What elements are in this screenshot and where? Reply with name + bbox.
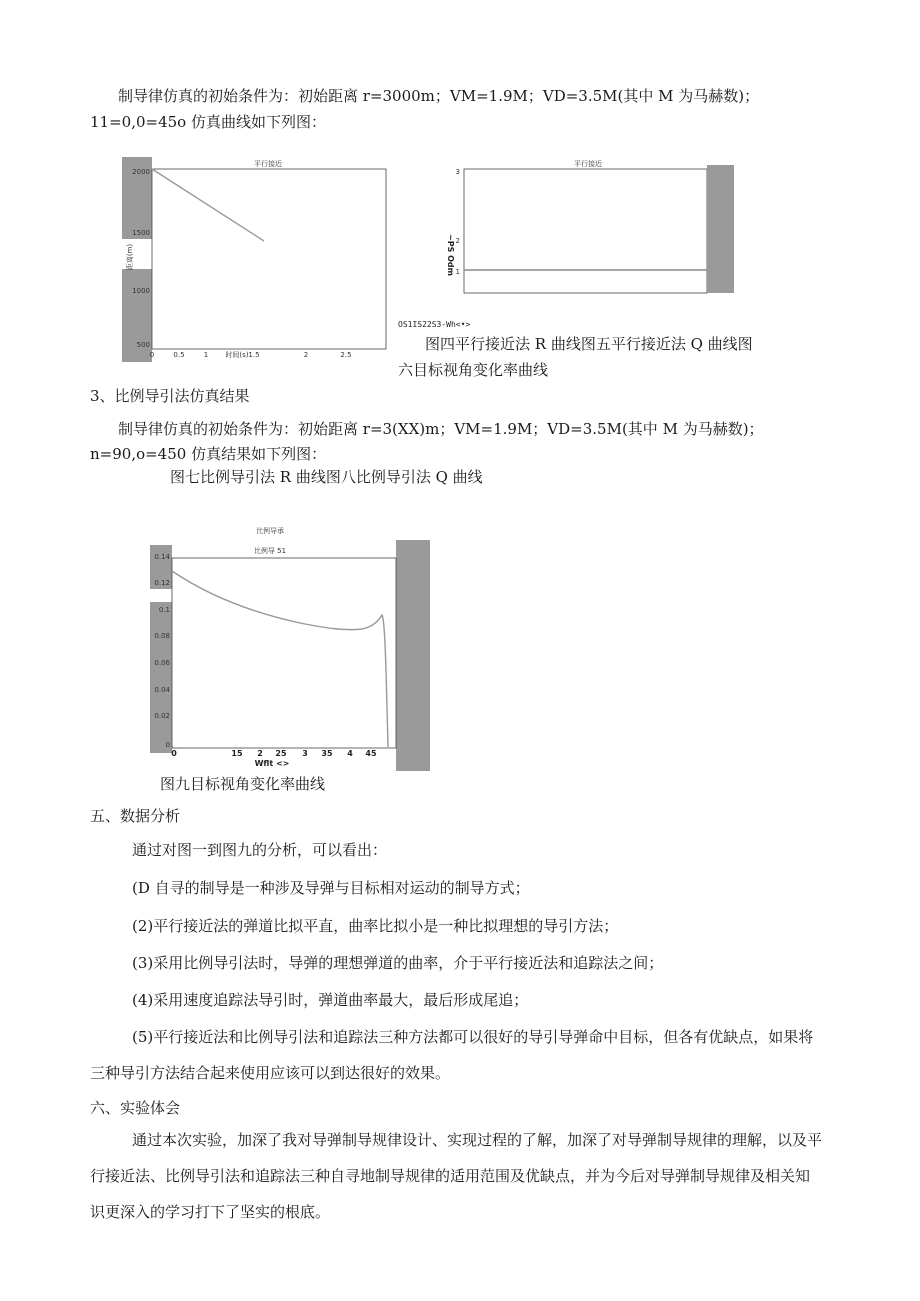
analysis-item-3: (3)采用比例导引法时，导弹的理想弹道的曲率，介于平行接近法和追踪法之间； <box>132 954 664 972</box>
figure-4-xtick: 2.5 <box>340 351 352 359</box>
figure-4-xtick: 1 <box>203 351 209 359</box>
figure-9-title-1: 比例导承 <box>256 527 284 535</box>
figure-9-xtick: 45 <box>365 749 377 758</box>
section-3-conditions-1: 制导律仿真的初始条件为：初始距离 r=3(XX)m；VM=1.9M；VD=3.5M(其中 M 为马赫数)； <box>118 420 764 438</box>
figure-9-ytick: 0 <box>165 741 170 749</box>
figure-9-xtick: 35 <box>321 749 333 758</box>
figure-4-ytick: 1500 <box>132 229 150 237</box>
figure-9-xtick: 25 <box>275 749 287 758</box>
figure-4-xtick: 1.5 <box>248 351 260 359</box>
figure-9-gray-strip-left <box>150 545 172 753</box>
figure-9-xlabel: Wflt <> <box>254 759 290 768</box>
figure-9-plot-area <box>172 558 396 748</box>
figure-9-xtick: 3 <box>302 749 308 758</box>
figure-5-title: 平行接近 <box>574 160 602 168</box>
figure-5-ytick: 1 <box>455 268 460 276</box>
figure-4-ytick: 500 <box>136 341 150 349</box>
figure-9-xtick: 2 <box>257 749 263 758</box>
figure-9-ytick: 0.04 <box>154 686 170 694</box>
figure-4-plot-area <box>152 169 386 349</box>
figure-9-los-rate <box>150 525 430 773</box>
figure-4-xtick: 2 <box>303 351 309 359</box>
figure-5-q-curve <box>440 157 740 297</box>
figure-captions-line1: 图四平行接近法 R 曲线图五平行接近法 Q 曲线图 <box>425 335 753 353</box>
analysis-item-5: (5)平行接近法和比例导引法和追踪法三种方法都可以很好的导引导弹命中目标，但各有优缺点，如果将三种导引方法结合起来使用应该可以到达很好的效果。 <box>90 1028 814 1082</box>
section-5-intro: 通过对图一到图九的分析，可以看出： <box>132 841 388 859</box>
paragraph-initial-conditions-2: 11=0,0=45o 仿真曲线如下列图： <box>90 113 326 131</box>
figure-4-ylabel: 距离(m) <box>126 243 134 271</box>
figure-9-caption: 图九目标视角变化率曲线 <box>160 775 326 793</box>
analysis-item-4: (4)采用速度追踪法导引时，弹道曲率最大，最后形成尾追； <box>132 991 529 1009</box>
figure-9-title-2: 比例导 51 <box>253 547 287 555</box>
paragraph-initial-conditions-1: 制导律仿真的初始条件为：初始距离 r=3000m；VM=1.9M；VD=3.5M(其中 M 为马赫数)； <box>118 87 760 105</box>
figure-5-ytick: 2 <box>455 237 460 245</box>
figure-5-ylabel: ~PS Odm <box>446 234 455 276</box>
figure-9-ytick: 0.02 <box>154 712 170 720</box>
figure-4-xtick: 0 <box>149 351 155 359</box>
section-3-conditions-2: n=90,o=450 仿真结果如下列图： <box>90 445 327 463</box>
figure-9-xtick: 15 <box>231 749 243 758</box>
figure-9-ytick: 0.06 <box>154 659 170 667</box>
figure-9-ytick: 0.12 <box>154 579 170 587</box>
figure-4-xtick: 0.5 <box>173 351 185 359</box>
figure-4-ytick: 2000 <box>132 168 150 176</box>
figure-9-ytick: 0.14 <box>154 553 170 561</box>
figure-4-xlabel: 时间(s) <box>225 351 249 359</box>
figure-9-gray-strip-right <box>396 540 430 771</box>
section-6-body: 通过本次实验，加深了我对导弹制导规律设计、实现过程的了解，加深了对导弹制导规律的理解，以及平行接近法、比例导引法和追踪法三种自寻地制导规律的适用范围及优缺点，并为今后对导弹制导规律及相关知识更深入的学习打下了坚实的根底。 <box>90 1131 823 1221</box>
figure-5-xlabel: OS1IS22S3-Wh<•> <box>398 320 471 329</box>
figure-captions-line2: 六目标视角变化率曲线 <box>398 361 549 379</box>
figure-9-ytick: 0.08 <box>154 632 170 640</box>
figure-5-ytick: 3 <box>455 168 460 176</box>
figure-5-gray-strip <box>707 165 734 293</box>
analysis-item-2: (2)平行接近法的弹道比拟平直，曲率比拟小是一种比拟理想的导引方法； <box>132 917 619 935</box>
figure-4-ytick: 1000 <box>132 287 150 295</box>
figure-5-plot-area <box>464 169 707 293</box>
section-3-heading: 3、比例导引法仿真结果 <box>90 387 250 405</box>
section-5-heading: 五、数据分析 <box>90 807 181 825</box>
figure-9-xtick: 0 <box>171 749 177 758</box>
figure-4-title: 平行接近 <box>254 160 282 168</box>
figure-4-r-curve <box>122 157 392 362</box>
figure-9-xtick: 4 <box>347 749 353 758</box>
figure-9-ytick: 0.1 <box>158 606 170 614</box>
analysis-item-1: (D 自寻的制导是一种涉及导弹与目标相对运动的制导方式； <box>132 879 530 897</box>
section-6-heading: 六、实验体会 <box>90 1099 181 1117</box>
section-3-captions: 图七比例导引法 R 曲线图八比例导引法 Q 曲线 <box>170 468 483 486</box>
